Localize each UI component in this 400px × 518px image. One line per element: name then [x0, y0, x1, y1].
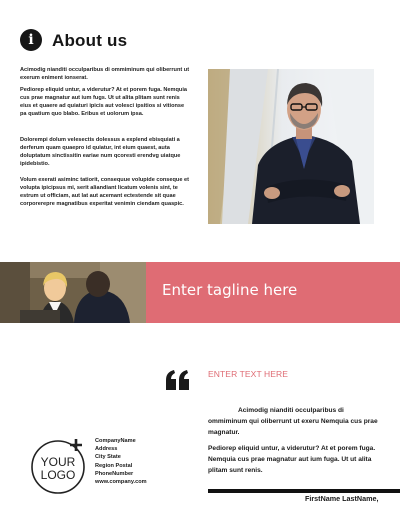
company-name: CompanyName: [95, 438, 136, 444]
company-info: [95, 437, 147, 486]
info-icon: i: [20, 29, 42, 51]
company-region-postal: Region Postal: [95, 462, 133, 469]
quotation-mark-icon: [165, 369, 191, 391]
company-city-state: City State: [95, 454, 121, 461]
company-address: Address: [95, 446, 118, 453]
logo-line-1: YOUR: [40, 455, 76, 469]
divider: [208, 489, 400, 493]
company-logo: [30, 437, 88, 495]
page-title: About us: [52, 31, 128, 50]
signature-name: FirstName LastName,: [305, 494, 379, 503]
about-paragraph: Acimodig nianditi occulparibus di ommiminum qui oliberrunt ut exerum eniment ionserat.: [20, 67, 190, 82]
about-paragraph: Dolorempi dolum velesectis dolessus a explend ebisquiati a derferum quam quaepro id quiatur, int eium quaest, auta doluptatum sinctissitin eariae num qcoresti erendvg uiatque ipidebistio.: [20, 137, 181, 168]
portrait-photo: [208, 69, 374, 224]
about-paragraph: Volum exerati asiminc tatiorit, consequue volupide conseque et volupta ipicipsus mi, serit aliandiant licatum volenis sint, te estrum ut officiam, aut lat aut acemant ectestende sit quae corporerepre magnatibus experitat venimin ciendam quaspic.: [20, 177, 189, 208]
quote-heading: ENTER TEXT HERE: [208, 369, 289, 379]
team-meeting-photo: [0, 262, 146, 323]
logo-line-2: LOGO: [40, 468, 76, 482]
tagline-text: Enter tagline here: [162, 281, 298, 299]
quote-paragraph: Acimodig nianditi occulparibus di ommiminum qui oliberrunt ut exeru Nemquia cus prae magnatur.: [208, 407, 378, 437]
company-phone: PhoneNumber: [95, 470, 134, 477]
quote-paragraph: Pediorep eliquid untur, a viderutur? At et porem fuga. Nemquia cus prae magnatur aut ium fuga. Ut ut alita plitam sunt renis.: [208, 445, 376, 475]
company-website[interactable]: www.company.com: [95, 479, 147, 486]
about-paragraph: Pediorep eliquid untur, a viderutur? At et porem fuga. Nemquia cus prae magnatur aut ium fugs. Ut ut alita plitam sunt renis eius et quaere ad quiaturi ipicis aut volesci ipsitios si vitionse pa quatium quo blabo. Eribus et uolorum ipsa.: [20, 87, 188, 118]
